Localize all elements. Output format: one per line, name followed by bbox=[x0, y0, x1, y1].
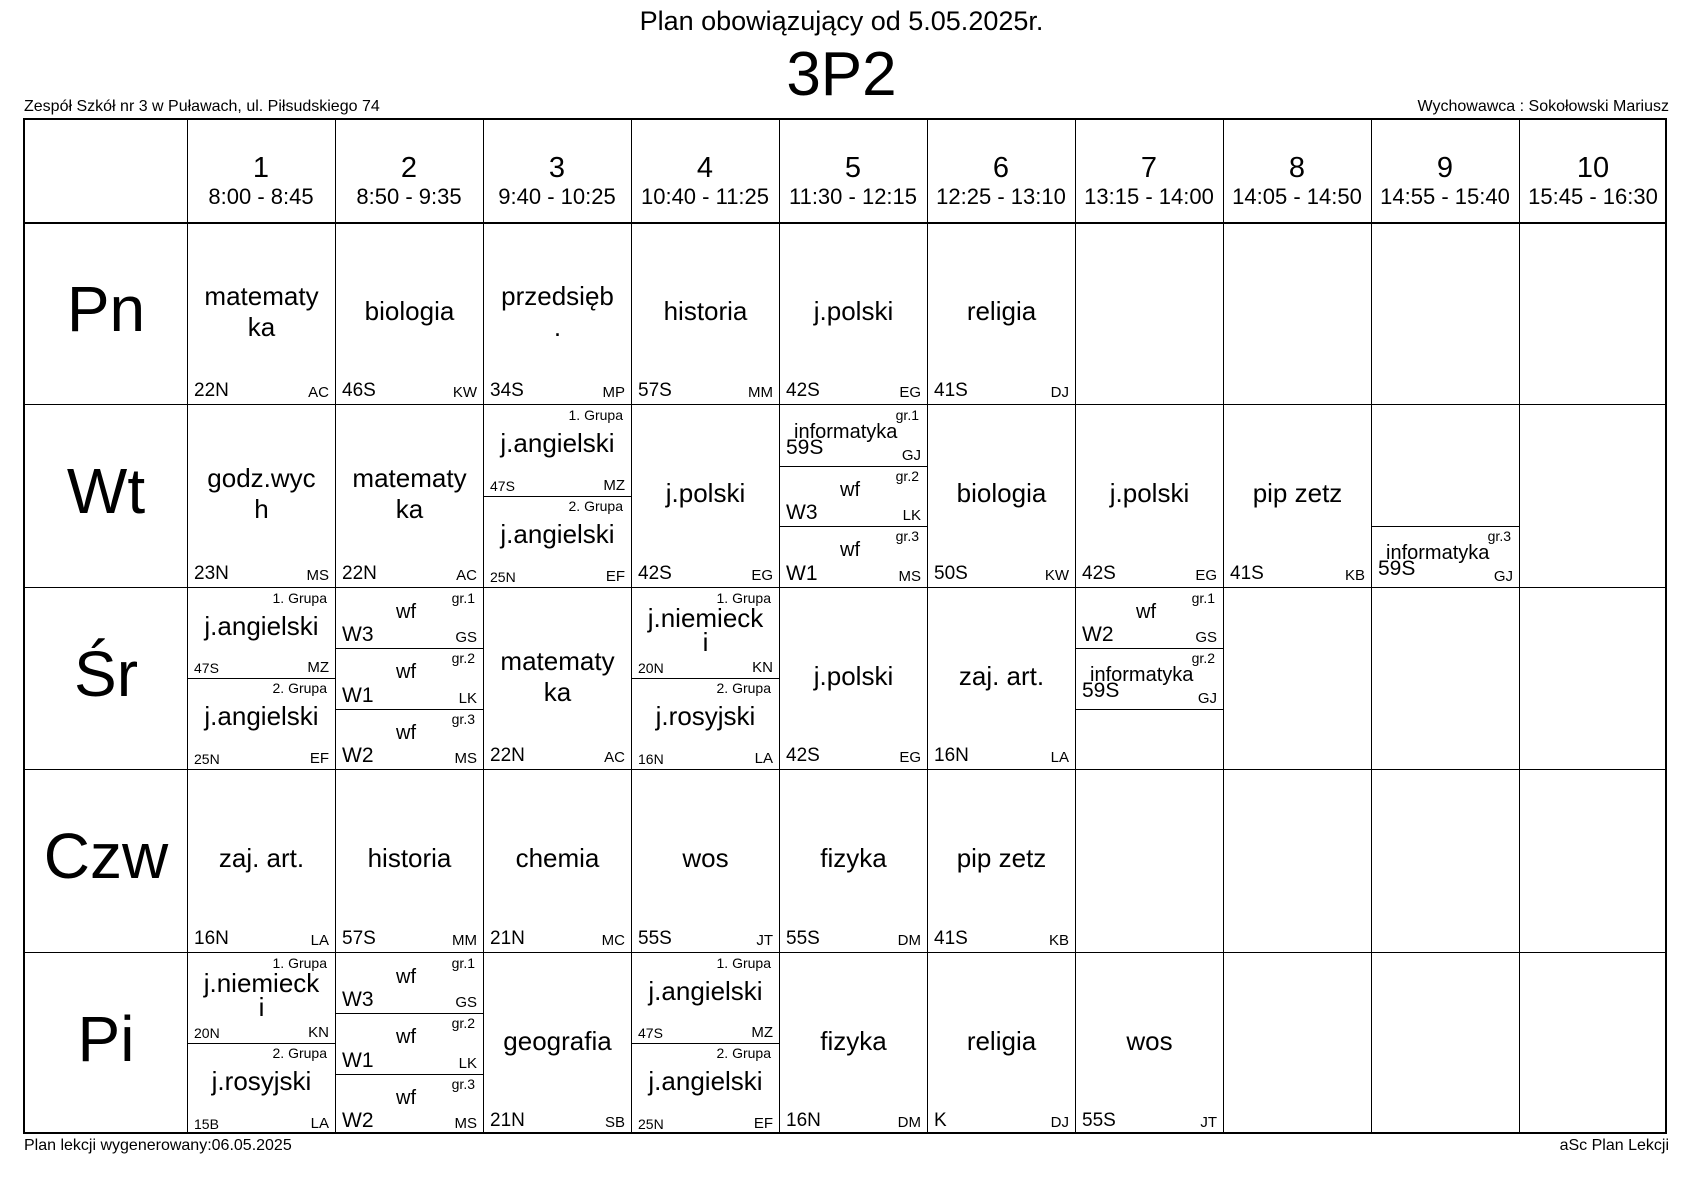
group-room: 20N bbox=[194, 1025, 220, 1042]
lesson-subject: biologia bbox=[956, 478, 1047, 509]
group-room: 25N bbox=[194, 751, 220, 768]
lesson-cell bbox=[780, 953, 927, 1134]
group-label: gr.3 bbox=[451, 710, 475, 727]
lesson-teacher: KW bbox=[452, 384, 477, 402]
period-number: 9 bbox=[1436, 152, 1454, 184]
group-lesson bbox=[632, 678, 779, 769]
lesson-room: 22N bbox=[342, 562, 377, 584]
group-room: 47S bbox=[638, 1025, 663, 1042]
period-time: 10:40 - 11:25 bbox=[640, 184, 770, 209]
lesson-subject: przedsięb . bbox=[501, 281, 614, 342]
lesson-teacher: KB bbox=[1048, 931, 1069, 949]
wf-group-lesson bbox=[336, 953, 483, 1013]
period-header-4 bbox=[631, 152, 779, 210]
group-divider bbox=[632, 1043, 779, 1044]
group-label: gr.2 bbox=[1191, 650, 1215, 667]
lesson-subject: fizyka bbox=[820, 843, 887, 874]
group-teacher: KN bbox=[752, 659, 773, 677]
day-label-pi: Pi bbox=[77, 1002, 135, 1075]
group-subject: j.angielski bbox=[204, 701, 319, 732]
group-label: gr.2 bbox=[451, 1015, 475, 1032]
lesson-cell bbox=[484, 223, 631, 404]
group-room: W3 bbox=[342, 988, 374, 1012]
lesson-room: 21N bbox=[490, 927, 525, 949]
lesson-room: 41S bbox=[1230, 562, 1264, 584]
lesson-cell bbox=[336, 953, 483, 1134]
group-teacher: GJ bbox=[1493, 567, 1513, 585]
lesson-room: 55S bbox=[638, 927, 672, 949]
lesson-cell bbox=[336, 770, 483, 951]
lesson-room: 55S bbox=[786, 927, 820, 949]
lesson-teacher: SB bbox=[604, 1113, 625, 1131]
period-time: 14:55 - 15:40 bbox=[1380, 184, 1510, 209]
wf-subject: wf bbox=[396, 600, 416, 623]
lesson-cell bbox=[1372, 405, 1519, 586]
group-label: 2. Grupa bbox=[272, 680, 327, 697]
lesson-room: 50S bbox=[934, 562, 968, 584]
lesson-cell bbox=[484, 770, 631, 951]
group-subject: informatyka bbox=[794, 421, 898, 444]
period-header-9 bbox=[1371, 152, 1519, 210]
lesson-subject: historia bbox=[663, 296, 748, 326]
group-label: 1. Grupa bbox=[568, 407, 623, 424]
lesson-cell bbox=[336, 405, 483, 586]
group-lesson bbox=[188, 678, 335, 769]
lesson-teacher: MC bbox=[601, 931, 625, 949]
group-room: W2 bbox=[342, 744, 374, 768]
generated-date: Plan lekcji wygenerowany:06.05.2025 bbox=[24, 1137, 292, 1154]
wf-group-lesson bbox=[780, 405, 927, 465]
group-room: 59S bbox=[1378, 556, 1416, 580]
group-teacher: MS bbox=[898, 567, 921, 585]
lesson-cell bbox=[928, 223, 1075, 404]
group-teacher: GS bbox=[1195, 629, 1217, 647]
group-teacher: EF bbox=[753, 1114, 773, 1132]
period-number: 3 bbox=[548, 152, 566, 184]
period-header-1 bbox=[187, 152, 335, 210]
group-subject: j.angielski bbox=[500, 519, 615, 550]
lesson-cell bbox=[1076, 588, 1223, 769]
lesson-teacher: MM bbox=[748, 384, 773, 402]
lesson-teacher: DJ bbox=[1050, 384, 1069, 402]
lesson-teacher: AC bbox=[308, 384, 329, 402]
lesson-cell bbox=[1224, 405, 1371, 586]
group-lesson bbox=[188, 1043, 335, 1134]
group-label: 2. Grupa bbox=[568, 498, 623, 515]
group-label: gr.1 bbox=[451, 954, 475, 971]
group-teacher: MZ bbox=[751, 1024, 773, 1042]
lesson-cell bbox=[928, 770, 1075, 951]
lesson-room: 34S bbox=[490, 380, 524, 402]
group-room: 16N bbox=[638, 751, 664, 768]
group-subject: informatyka bbox=[1386, 542, 1490, 565]
group-label: 2. Grupa bbox=[272, 1045, 327, 1062]
period-time: 9:40 - 10:25 bbox=[498, 184, 616, 209]
lesson-cell bbox=[632, 588, 779, 769]
lesson-room: 55S bbox=[1082, 1109, 1116, 1131]
lesson-teacher: EG bbox=[899, 749, 921, 767]
group-lesson bbox=[484, 405, 631, 496]
period-number: 4 bbox=[696, 152, 714, 184]
group-teacher: EF bbox=[309, 750, 329, 768]
group-label: 1. Grupa bbox=[716, 954, 771, 971]
group-subject: j.angielski bbox=[204, 610, 319, 641]
group-room: 59S bbox=[786, 435, 824, 459]
lesson-subject: historia bbox=[367, 843, 452, 874]
lesson-cell bbox=[188, 405, 335, 586]
period-number: 2 bbox=[400, 152, 418, 184]
lesson-teacher: DM bbox=[897, 931, 921, 949]
lesson-room: 22N bbox=[194, 380, 229, 402]
group-label: 1. Grupa bbox=[716, 589, 771, 606]
group-room: 20N bbox=[638, 660, 664, 677]
lesson-cell bbox=[336, 223, 483, 404]
group-room: 47S bbox=[194, 660, 219, 677]
group-subject: j.angielski bbox=[648, 1066, 763, 1097]
group-lesson bbox=[632, 953, 779, 1044]
day-label-pn: Pn bbox=[66, 273, 146, 345]
lesson-subject: zaj. art. bbox=[218, 843, 305, 874]
group-room: 25N bbox=[638, 1115, 664, 1132]
lesson-room: 22N bbox=[490, 745, 525, 767]
lesson-teacher: EG bbox=[1195, 566, 1217, 584]
lesson-teacher: JT bbox=[1200, 1113, 1217, 1131]
lesson-subject: pip zetz bbox=[956, 843, 1047, 874]
wf-group-lesson bbox=[780, 466, 927, 526]
period-number: 1 bbox=[252, 152, 270, 184]
lesson-teacher: AC bbox=[456, 566, 477, 584]
group-room: 25N bbox=[490, 568, 516, 585]
wf-group-lesson bbox=[1372, 526, 1519, 586]
group-teacher: MZ bbox=[307, 659, 329, 677]
group-teacher: LK bbox=[458, 1054, 477, 1072]
grid-vline bbox=[1519, 120, 1520, 1132]
lesson-subject: j.polski bbox=[813, 660, 894, 691]
lesson-cell bbox=[780, 770, 927, 951]
lesson-cell bbox=[928, 953, 1075, 1134]
lesson-teacher: DJ bbox=[1050, 1113, 1069, 1131]
school-name: Zespół Szkół nr 3 w Puławach, ul. Piłsudskiego 74 bbox=[24, 98, 380, 115]
group-teacher: GS bbox=[455, 629, 477, 647]
group-label: 1. Grupa bbox=[272, 589, 327, 606]
group-label: gr.2 bbox=[895, 467, 919, 484]
lesson-room: 16N bbox=[786, 1109, 821, 1131]
wf-group-lesson bbox=[336, 1074, 483, 1134]
group-label: gr.3 bbox=[451, 1075, 475, 1092]
lesson-teacher: MP bbox=[602, 384, 625, 402]
group-divider bbox=[188, 678, 335, 679]
group-teacher: LK bbox=[902, 507, 921, 525]
lesson-subject: chemia bbox=[515, 843, 600, 874]
group-room: W3 bbox=[342, 623, 374, 647]
lesson-cell bbox=[780, 405, 927, 586]
group-divider bbox=[1076, 709, 1223, 710]
group-label: gr.1 bbox=[451, 589, 475, 606]
lesson-cell bbox=[484, 405, 631, 586]
day-label-wt: Wt bbox=[66, 455, 146, 528]
period-number: 5 bbox=[844, 152, 862, 184]
group-teacher: GJ bbox=[1197, 689, 1217, 707]
group-label: gr.3 bbox=[895, 528, 919, 545]
period-header-7 bbox=[1075, 152, 1223, 210]
wf-subject: wf bbox=[396, 965, 416, 988]
lesson-teacher: LA bbox=[310, 931, 329, 949]
lesson-subject: religia bbox=[966, 1025, 1037, 1056]
lesson-subject: matematy ka bbox=[204, 281, 319, 342]
lesson-cell bbox=[928, 588, 1075, 769]
lesson-subject: biologia bbox=[364, 296, 455, 326]
group-subject: j.angielski bbox=[648, 975, 763, 1006]
plan-title: Plan obowiązujący od 5.05.2025r. bbox=[639, 6, 1044, 36]
lesson-room: 16N bbox=[194, 927, 229, 949]
period-header-5 bbox=[779, 152, 927, 210]
period-number: 7 bbox=[1140, 152, 1158, 184]
lesson-room: 57S bbox=[342, 927, 376, 949]
lesson-subject: religia bbox=[966, 296, 1037, 326]
group-room: 59S bbox=[1082, 678, 1120, 702]
period-time: 8:00 - 8:45 bbox=[208, 184, 314, 209]
group-teacher: EF bbox=[605, 567, 625, 585]
wf-group-lesson bbox=[336, 588, 483, 648]
grid-vline bbox=[1371, 120, 1372, 1132]
lesson-room: 46S bbox=[342, 380, 376, 402]
group-divider bbox=[632, 678, 779, 679]
group-label: 2. Grupa bbox=[716, 680, 771, 697]
period-header-6 bbox=[927, 152, 1075, 210]
lesson-cell bbox=[780, 223, 927, 404]
lesson-cell bbox=[484, 953, 631, 1134]
group-label: 2. Grupa bbox=[716, 1045, 771, 1062]
group-teacher: LA bbox=[754, 750, 773, 768]
lesson-teacher: JT bbox=[756, 931, 773, 949]
group-divider bbox=[188, 1043, 335, 1044]
group-subject: j.rosyjski bbox=[655, 701, 756, 732]
lesson-room: 57S bbox=[638, 380, 672, 402]
period-number: 8 bbox=[1288, 152, 1306, 184]
group-lesson bbox=[484, 496, 631, 587]
group-subject: informatyka bbox=[1090, 664, 1194, 687]
lesson-room: 42S bbox=[1082, 562, 1116, 584]
group-room: W1 bbox=[342, 1048, 374, 1072]
group-divider bbox=[484, 496, 631, 497]
lesson-room: 23N bbox=[194, 562, 229, 584]
group-label: gr.2 bbox=[451, 650, 475, 667]
wf-subject: wf bbox=[840, 539, 860, 562]
wf-subject: wf bbox=[396, 721, 416, 744]
group-teacher: GS bbox=[455, 994, 477, 1012]
lesson-teacher: MM bbox=[452, 931, 477, 949]
lesson-cell bbox=[336, 588, 483, 769]
timetable-grid bbox=[23, 118, 1667, 1134]
group-room: W2 bbox=[1082, 623, 1114, 647]
lesson-room: 41S bbox=[934, 927, 968, 949]
group-teacher: KN bbox=[308, 1024, 329, 1042]
group-room: W1 bbox=[342, 683, 374, 707]
group-teacher: MZ bbox=[603, 477, 625, 495]
class-name: 3P2 bbox=[786, 40, 897, 109]
lesson-room: 42S bbox=[786, 745, 820, 767]
group-room: W3 bbox=[786, 501, 818, 525]
group-subject: j.niemieck i bbox=[203, 967, 320, 1022]
wf-subject: wf bbox=[396, 1086, 416, 1109]
day-label-czw: Czw bbox=[43, 820, 169, 893]
wf-group-lesson bbox=[1076, 648, 1223, 708]
group-teacher: LA bbox=[310, 1114, 329, 1132]
lesson-cell bbox=[780, 588, 927, 769]
group-label: 1. Grupa bbox=[272, 954, 327, 971]
wf-subject: wf bbox=[396, 1026, 416, 1049]
lesson-subject: geografia bbox=[503, 1025, 612, 1056]
group-room: W1 bbox=[786, 561, 818, 585]
period-time: 11:30 - 12:15 bbox=[788, 184, 918, 209]
period-time: 12:25 - 13:10 bbox=[936, 184, 1066, 209]
group-subject: j.niemieck i bbox=[647, 602, 764, 657]
group-teacher: GJ bbox=[901, 446, 921, 464]
lesson-cell bbox=[1076, 953, 1223, 1134]
wf-subject: wf bbox=[396, 661, 416, 684]
lesson-cell bbox=[632, 223, 779, 404]
lesson-subject: j.polski bbox=[1109, 478, 1190, 509]
period-header-10 bbox=[1519, 152, 1667, 210]
lesson-cell bbox=[188, 588, 335, 769]
period-time: 14:05 - 14:50 bbox=[1232, 184, 1362, 209]
lesson-room: 21N bbox=[490, 1109, 525, 1131]
lesson-cell bbox=[632, 953, 779, 1134]
lesson-room: 16N bbox=[934, 745, 969, 767]
lesson-subject: zaj. art. bbox=[958, 660, 1045, 691]
lesson-subject: j.polski bbox=[665, 478, 746, 509]
lesson-teacher: LA bbox=[1050, 749, 1069, 767]
lesson-room: 42S bbox=[786, 380, 820, 402]
software-name: aSc Plan Lekcji bbox=[1559, 1137, 1669, 1154]
lesson-cell bbox=[188, 770, 335, 951]
lesson-room: 41S bbox=[934, 380, 968, 402]
group-lesson bbox=[632, 1043, 779, 1134]
lesson-cell bbox=[632, 405, 779, 586]
lesson-cell bbox=[188, 223, 335, 404]
lesson-subject: wos bbox=[1126, 1025, 1173, 1056]
lesson-cell bbox=[1076, 405, 1223, 586]
lesson-cell bbox=[632, 770, 779, 951]
lesson-teacher: DM bbox=[897, 1113, 921, 1131]
group-lesson bbox=[188, 588, 335, 679]
lesson-subject: pip zetz bbox=[1252, 478, 1343, 509]
period-number: 10 bbox=[1576, 152, 1610, 184]
period-header-3 bbox=[483, 152, 631, 210]
group-room: 15B bbox=[194, 1115, 219, 1132]
wf-group-lesson bbox=[1076, 588, 1223, 648]
lesson-subject: j.polski bbox=[813, 296, 894, 326]
wf-group-lesson bbox=[336, 648, 483, 708]
group-room: 47S bbox=[490, 478, 515, 495]
period-header-8 bbox=[1223, 152, 1371, 210]
lesson-cell bbox=[484, 588, 631, 769]
period-header-2 bbox=[335, 152, 483, 210]
period-time: 15:45 - 16:30 bbox=[1528, 184, 1658, 209]
period-time: 13:15 - 14:00 bbox=[1084, 184, 1214, 209]
lesson-room: 42S bbox=[638, 562, 672, 584]
day-label-śr: Śr bbox=[74, 637, 138, 710]
lesson-subject: godz.wyc h bbox=[207, 463, 316, 525]
group-label: gr.1 bbox=[1191, 589, 1215, 606]
lesson-subject: wos bbox=[682, 843, 729, 874]
group-room: W2 bbox=[342, 1108, 374, 1132]
wf-subject: wf bbox=[1136, 600, 1156, 623]
lesson-teacher: KW bbox=[1044, 566, 1069, 584]
grid-vline bbox=[1223, 120, 1224, 1132]
lesson-subject: matematy ka bbox=[500, 645, 615, 707]
group-label: gr.3 bbox=[1487, 528, 1511, 545]
wf-subject: wf bbox=[840, 478, 860, 501]
lesson-cell bbox=[928, 405, 1075, 586]
class-teacher: Wychowawca : Sokołowski Mariusz bbox=[1417, 98, 1669, 115]
wf-group-lesson bbox=[780, 526, 927, 586]
period-time: 8:50 - 9:35 bbox=[356, 184, 462, 209]
lesson-subject: fizyka bbox=[820, 1025, 887, 1056]
lesson-teacher: AC bbox=[604, 749, 625, 767]
lesson-cell bbox=[188, 953, 335, 1134]
lesson-teacher: EG bbox=[899, 384, 921, 402]
group-subject: j.rosyjski bbox=[211, 1066, 312, 1097]
group-teacher: MS bbox=[454, 1114, 477, 1132]
group-teacher: MS bbox=[454, 750, 477, 768]
group-lesson bbox=[632, 588, 779, 679]
group-label: gr.1 bbox=[895, 407, 919, 424]
lesson-room: K bbox=[934, 1109, 947, 1131]
group-subject: j.angielski bbox=[500, 428, 615, 459]
lesson-teacher: MS bbox=[306, 566, 329, 584]
period-number: 6 bbox=[992, 152, 1010, 184]
lesson-teacher: EG bbox=[751, 566, 773, 584]
lesson-subject: matematy ka bbox=[352, 463, 467, 525]
wf-group-lesson bbox=[336, 709, 483, 769]
wf-group-lesson bbox=[336, 1013, 483, 1073]
group-teacher: LK bbox=[458, 689, 477, 707]
group-lesson bbox=[188, 953, 335, 1044]
lesson-teacher: KB bbox=[1344, 566, 1365, 584]
